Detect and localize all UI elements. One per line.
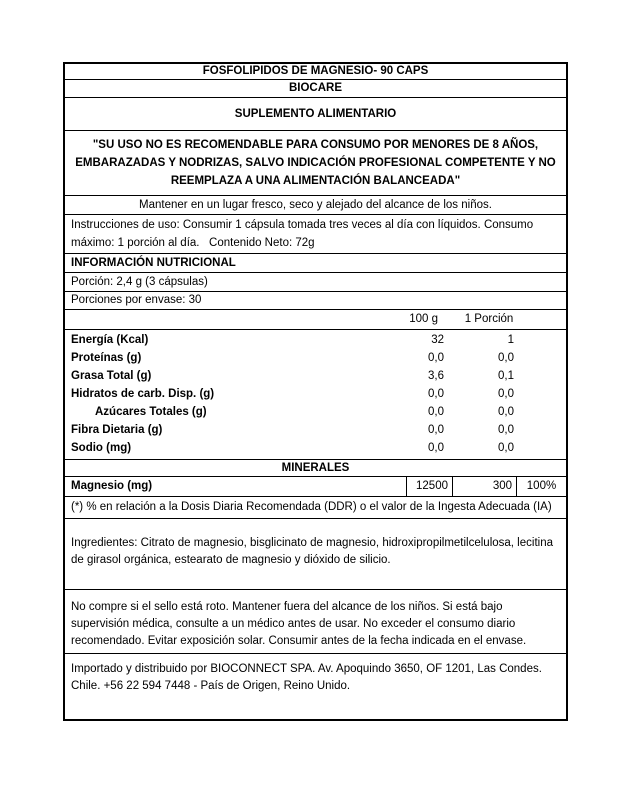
nutrient-label: Sodio (mg) <box>71 442 132 454</box>
mineral-value-per-portion: 300 <box>452 477 516 496</box>
row-tail-spacer <box>514 385 566 403</box>
supplement-label <box>63 62 568 721</box>
row-tail-spacer <box>514 349 566 367</box>
mineral-ddr-percent: 100% <box>516 477 566 496</box>
value-per-100g: 0,0 <box>428 442 444 454</box>
nutrient-label: Grasa Total (g) <box>71 370 152 382</box>
value-per-100g: 3,6 <box>428 370 444 382</box>
row-tail-spacer <box>514 421 566 439</box>
storage-instructions: Mantener en un lugar fresco, seco y alejado del alcance de los niños. <box>65 195 566 214</box>
ddr-footnote: (*) % en relación a la Dosis Diaria Recomendada (DDR) o el valor de la Ingesta Adecuada (IA) <box>65 496 566 518</box>
value-per-portion: 0,0 <box>498 442 514 454</box>
table-row-energy <box>65 331 566 349</box>
value-per-100g: 0,0 <box>428 352 444 364</box>
table-row-total-sugars <box>65 403 566 421</box>
value-per-100g: 0,0 <box>428 424 444 436</box>
value-per-100g: 0,0 <box>428 406 444 418</box>
table-row-total-fat <box>65 367 566 385</box>
value-per-portion: 0,1 <box>498 370 514 382</box>
nutrient-label: Fibra Dietaria (g) <box>71 424 163 436</box>
value-per-portion: 0,0 <box>498 388 514 400</box>
table-row-dietary-fiber <box>65 421 566 439</box>
ingredients-text: Ingredientes: Citrato de magnesio, bisglicinato de magnesio, hidroxipropilmetilcelulosa, lecitina de girasol orgánica, estearato de magnesio y dióxido de silicio. <box>65 518 566 589</box>
nutrient-label: Azúcares Totales (g) <box>95 406 207 418</box>
mineral-label: Magnesio (mg) <box>71 480 153 492</box>
product-title: FOSFOLIPIDOS DE MAGNESIO- 90 CAPS <box>202 65 429 77</box>
minerals-section-title: MINERALES <box>65 459 566 476</box>
nutrient-label: Proteínas (g) <box>71 352 142 364</box>
row-tail-spacer <box>514 439 566 457</box>
nutrient-label: Energía (Kcal) <box>71 334 149 346</box>
nutrition-section-title: INFORMACIÓN NUTRICIONAL <box>65 253 566 272</box>
row-tail-spacer <box>514 331 566 349</box>
table-row-protein <box>65 349 566 367</box>
servings-per-container: Porciones por envase: 30 <box>65 291 566 309</box>
value-per-portion: 0,0 <box>498 406 514 418</box>
table-row-sodium <box>65 439 566 457</box>
serving-size: Porción: 2,4 g (3 cápsulas) <box>65 272 566 291</box>
nutrition-column-headers <box>65 309 566 329</box>
product-type: SUPLEMENTO ALIMENTARIO <box>65 97 566 130</box>
value-per-100g: 32 <box>431 334 444 346</box>
table-row-magnesium <box>65 476 566 496</box>
usage-instructions: Instrucciones de uso: Consumir 1 cápsula tomada tres veces al día con líquidos. Consumo máximo: 1 porción al día. Contenido Neto: 72g <box>65 214 566 253</box>
column-header-100g: 100 g <box>409 313 438 325</box>
table-row-carbohydrates <box>65 385 566 403</box>
distributor-info: Importado y distribuido por BIOCONNECT SPA. Av. Apoquindo 3650, OF 1201, Las Condes. Chile. +56 22 594 7448 - País de Origen, Reino Unido. <box>65 653 566 719</box>
nutrition-facts-table <box>65 329 566 459</box>
warning-statement: "SU USO NO ES RECOMENDABLE PARA CONSUMO POR MENORES DE 8 AÑOS, EMBARAZADAS Y NODRIZAS, SALVO INDICACIÓN PROFESIONAL COMPETENTE Y NO REEMPLAZA A UNA ALIMENTACIÓN BALANCEADA" <box>65 130 566 195</box>
row-tail-spacer <box>514 367 566 385</box>
nutrient-label: Hidratos de carb. Disp. (g) <box>71 388 215 400</box>
value-per-portion: 0,0 <box>498 352 514 364</box>
value-per-portion: 0,0 <box>498 424 514 436</box>
column-header-spacer <box>71 311 368 328</box>
column-header-portion: 1 Porción <box>464 313 514 325</box>
value-per-portion: 1 <box>507 334 514 346</box>
mineral-value-per-100g: 12500 <box>406 477 452 496</box>
precautions-text: No compre si el sello está roto. Mantener fuera del alcance de los niños. Si está bajo supervisión médica, consulte a un médico antes de usar. No exceder el consumo diario recomendado. Evitar exposición solar. Consumir antes de la fecha indicada en el envase. <box>65 589 566 653</box>
brand-name: BIOCARE <box>65 79 566 97</box>
row-tail-spacer <box>514 403 566 421</box>
value-per-100g: 0,0 <box>428 388 444 400</box>
